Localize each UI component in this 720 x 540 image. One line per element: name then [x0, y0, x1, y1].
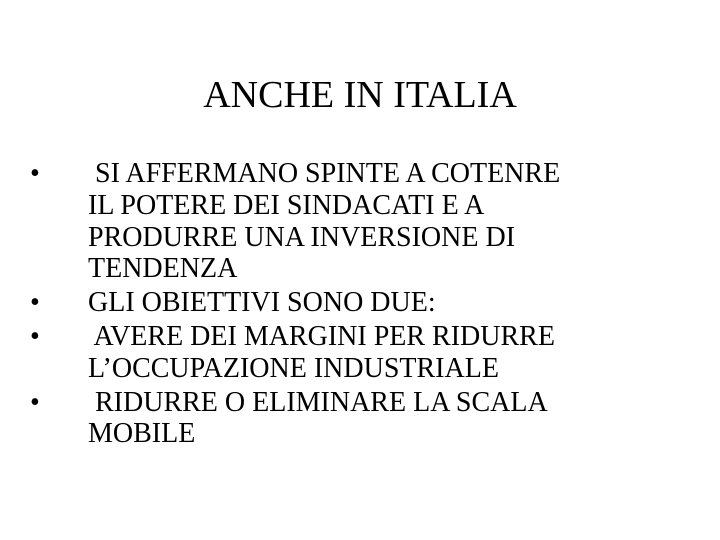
- bullet-line: GLI OBIETTIVI SONO DUE:: [88, 287, 436, 319]
- bullet-item-1: [30, 158, 690, 285]
- bullet-icon: •: [30, 386, 40, 418]
- bullet-line: AVERE DEI MARGINI PER RIDURRE: [88, 320, 555, 352]
- bullet-line: L’OCCUPAZIONE INDUSTRIALE: [88, 352, 499, 384]
- bullet-line: IL POTERE DEI SINDACATI E A: [88, 189, 485, 221]
- bullet-line: TENDENZA: [88, 253, 238, 285]
- bullet-line: MOBILE: [88, 418, 196, 450]
- slide-title: ANCHE IN ITALIA: [203, 74, 517, 116]
- bullet-item-4: [30, 387, 690, 451]
- bullet-line: SI AFFERMANO SPINTE A COTENRE: [88, 158, 561, 189]
- bullet-icon: •: [30, 287, 40, 319]
- bullet-item-2: [30, 287, 690, 319]
- bullet-line: PRODURRE UNA INVERSIONE DI: [88, 221, 516, 253]
- bullet-list: [30, 158, 690, 452]
- bullet-line: RIDURRE O ELIMINARE LA SCALA: [88, 386, 548, 418]
- bullet-icon: •: [30, 158, 40, 189]
- bullet-item-3: [30, 321, 690, 385]
- bullet-icon: •: [30, 320, 40, 352]
